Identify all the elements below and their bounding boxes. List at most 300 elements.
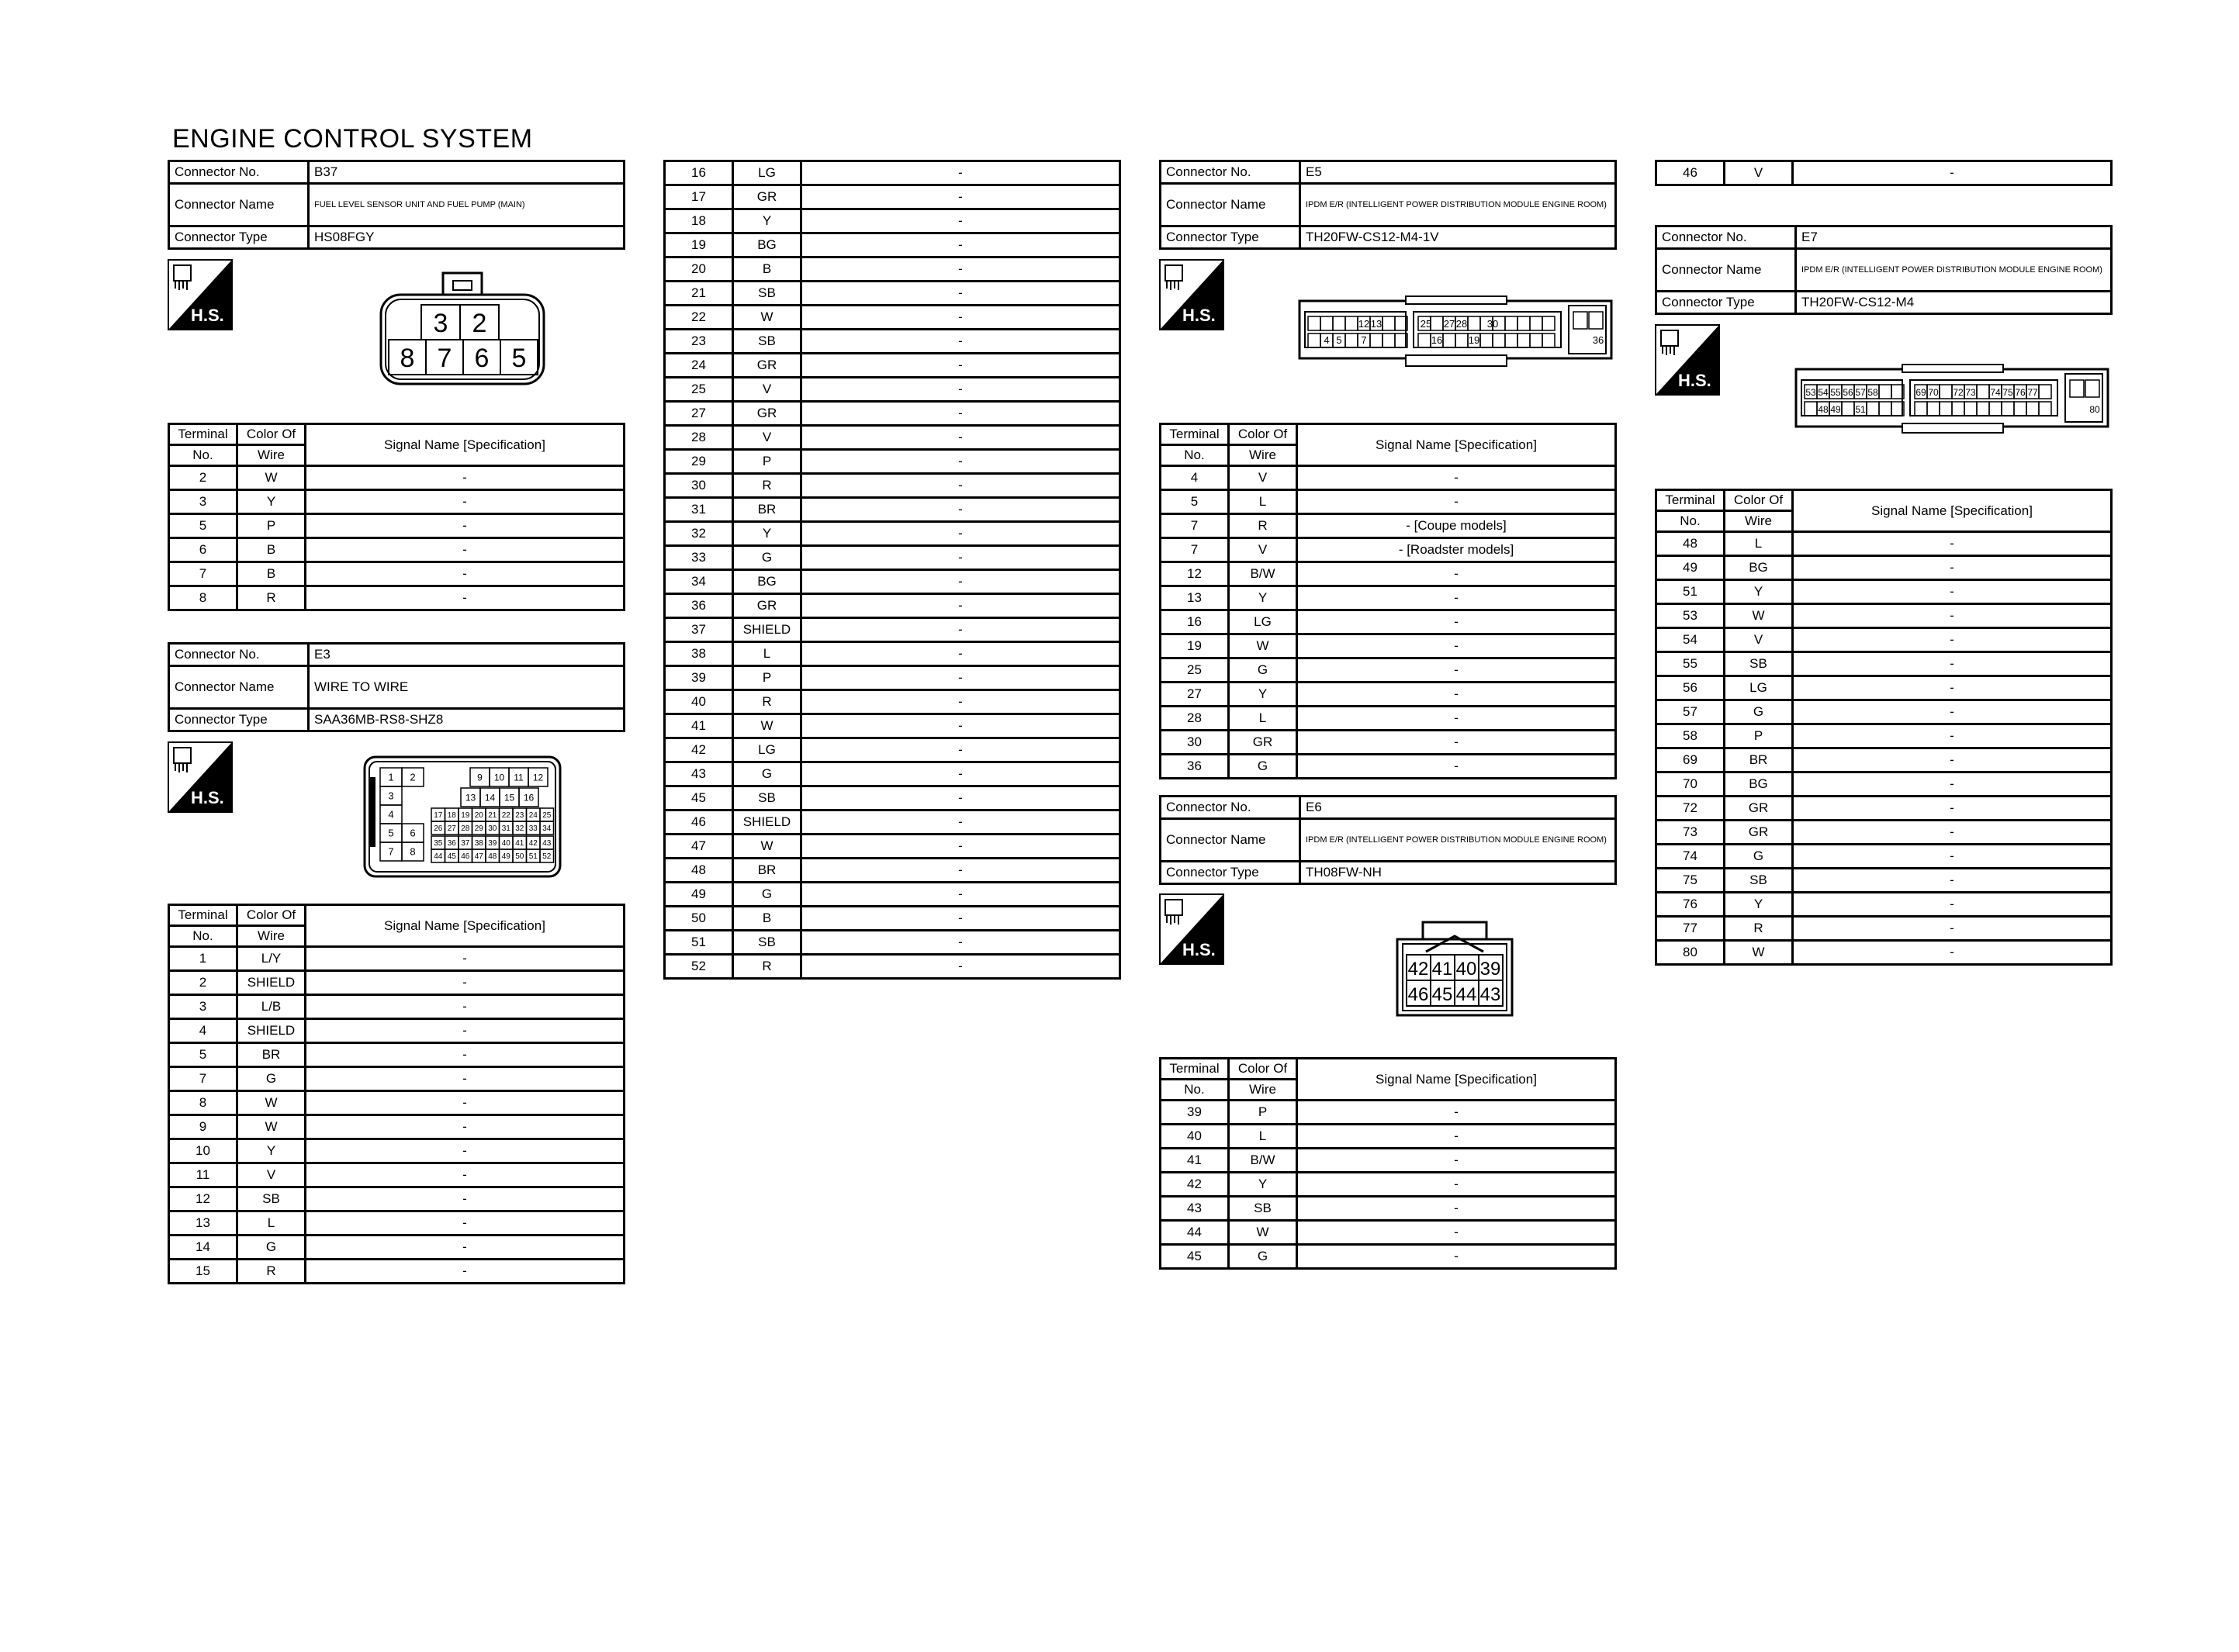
table-row [1656,893,2112,917]
terminal-no: 49 [665,883,733,907]
signal-name: - [801,402,1120,426]
e7-pin: 53 [1805,387,1816,398]
terminal-no: 32 [665,522,733,546]
wire-color: G [1229,658,1297,683]
svg-text:12: 12 [1358,318,1370,330]
terminal-no: 40 [665,690,733,714]
table-row [665,450,1120,474]
connector-name-value: FUEL LEVEL SENSOR UNIT AND FUEL PUMP (MAIN) [309,184,625,226]
wire-color: LG [1229,610,1297,634]
table-row [169,971,625,995]
terminal-no: 48 [1656,532,1725,556]
table-row [1161,1221,1616,1245]
connector-type-value: SAA36MB-RS8-SHZ8 [309,709,625,731]
signal-name: - [801,786,1120,810]
e3-pin: 20 [474,811,483,821]
wire-color: BG [1725,556,1793,580]
connector-type-label: Connector Type [169,226,309,249]
e7-pin: 75 [2002,387,2013,398]
terminal-no: 52 [665,955,733,979]
e3-pin: 12 [532,772,544,783]
e3-pin: 8 [410,845,416,858]
svg-text:7: 7 [1361,334,1367,346]
signal-name: - [306,1187,625,1211]
wire-color: BR [237,1043,306,1067]
terminal-no: 10 [169,1139,237,1163]
signal-name: - [801,378,1120,402]
e3-pin: 31 [501,824,510,834]
e7-pin: 57 [1855,387,1866,398]
terminal-no: 8 [169,586,237,610]
wire-color: SB [237,1187,306,1211]
e7-pin: 55 [1830,387,1841,398]
e3-pin: 29 [474,824,483,834]
signal-name: - [1793,821,2112,845]
table-row [665,426,1120,450]
e7-pin: 70 [1928,387,1939,398]
signal-name: - [1297,1173,1616,1197]
signal-name: - [801,522,1120,546]
e7-pin: 48 [1818,404,1829,415]
e3-pin: 13 [465,792,476,804]
signal-name: - [801,931,1120,955]
signal-name: - [306,1139,625,1163]
wire-color: SB [1725,869,1793,893]
table-row [1161,634,1616,658]
e3-terminal-table [168,904,625,1284]
table-row [169,947,625,971]
page-title: ENGINE CONTROL SYSTEM [172,124,533,154]
wire-color: LG [733,738,801,762]
e3-pin: 30 [488,824,497,834]
e3-pin: 32 [515,824,524,834]
e3-pin: 25 [542,811,552,821]
wire-color: V [733,426,801,450]
svg-text:42: 42 [1407,959,1429,980]
e3-pin: 28 [461,824,470,834]
terminal-no: 7 [169,562,237,586]
terminal-no: 50 [665,907,733,931]
table-row [665,209,1120,233]
signal-name: - [1793,161,2112,185]
signal-name: - [801,907,1120,931]
wire-color: SHIELD [733,618,801,642]
table-row [1161,683,1616,707]
wire-color: BR [733,498,801,522]
table-row [665,955,1120,979]
e7-info-table [1655,225,2113,315]
e3-pin: 36 [447,839,456,848]
terminal-no: 8 [169,1091,237,1115]
wire-color: SHIELD [237,1019,306,1043]
connector-no-label: Connector No. [1656,226,1796,249]
table-row [169,1187,625,1211]
e3-pin: 41 [515,839,524,848]
e3-pin: 6 [410,827,416,839]
wire-color: SB [733,330,801,354]
table-row [665,931,1120,955]
svg-text:H.S.: H.S. [191,788,224,807]
wire-color: R [237,586,306,610]
signal-header: Signal Name [Specification] [306,424,625,466]
terminal-no: 70 [1656,772,1725,797]
e3-pin: 14 [484,792,496,804]
e3-pin: 39 [488,839,497,848]
svg-text:27: 27 [1443,318,1455,330]
e3-pin: 47 [474,852,483,862]
wire-color: SHIELD [237,971,306,995]
signal-name: - [1297,1221,1616,1245]
e3-pin: 9 [477,772,483,783]
terminal-no: 73 [1656,821,1725,845]
table-row [665,859,1120,883]
signal-name: - [801,859,1120,883]
signal-name: - [801,690,1120,714]
table-row [665,522,1120,546]
table-row [665,402,1120,426]
terminal-no: 55 [1656,652,1725,676]
wire-color: G [1229,1245,1297,1269]
table-row [665,546,1120,570]
terminal-no: 33 [665,546,733,570]
wire-color: G [733,546,801,570]
wire-color: B [237,538,306,562]
signal-name: - [1793,532,2112,556]
wire-color: L/Y [237,947,306,971]
table-row [665,498,1120,522]
signal-name: - [Coupe models] [1297,514,1616,538]
signal-name: - [306,947,625,971]
e5-connector-face [1297,295,1614,369]
signal-name: - [306,538,625,562]
terminal-no: 29 [665,450,733,474]
wire-color: W [733,306,801,330]
signal-name: - [801,546,1120,570]
b37-pin: 2 [472,309,487,338]
table-row [169,1067,625,1091]
wire-color: G [1229,755,1297,779]
e3-pin: 22 [501,811,510,821]
connector-no-value: E6 [1300,797,1616,819]
connector-type-value: TH20FW-CS12-M4 [1796,292,2112,314]
wire-color: W [237,1091,306,1115]
signal-name: - [1297,562,1616,586]
signal-name: - [1297,1125,1616,1149]
e7-pin: 74 [1990,387,2001,398]
e6-info-table [1159,795,1617,885]
b37-pin: 6 [474,344,490,373]
table-row [1161,562,1616,586]
wire-color: W [1725,941,1793,965]
e3-pin: 21 [488,811,497,821]
signal-name: - [801,955,1120,979]
wire-color: W [733,714,801,738]
terminal-no: 2 [169,466,237,490]
e7-pin: 72 [1953,387,1964,398]
signal-name: - [1793,676,2112,700]
wire-color: SHIELD [733,810,801,835]
e7-pin: 80 [2089,404,2100,415]
hs-label: H.S. [191,306,224,325]
b37-connector-face [377,271,548,388]
wire-color: SB [1229,1197,1297,1221]
table-row [1161,707,1616,731]
terminal-no: 15 [169,1260,237,1284]
e3-pin: 43 [542,839,552,848]
signal-name: - [306,1067,625,1091]
signal-name: - [801,618,1120,642]
wire-color: Y [237,490,306,514]
table-row [1656,532,2112,556]
table-row [665,378,1120,402]
e7-pin: 56 [1843,387,1853,398]
terminal-no: 30 [665,474,733,498]
terminal-no: 40 [1161,1125,1229,1149]
connector-name-value: IPDM E/R (INTELLIGENT POWER DISTRIBUTION MODULE ENGINE ROOM) [1300,819,1616,862]
wire-color: G [237,1236,306,1260]
connector-no-label: Connector No. [1161,161,1300,184]
terminal-no: 48 [665,859,733,883]
signal-name: - [801,354,1120,378]
table-row [1161,1125,1616,1149]
signal-name: - [1793,845,2112,869]
terminal-no: 51 [665,931,733,955]
e3-pin: 5 [388,827,394,839]
table-row [169,466,625,490]
signal-name: - [1297,707,1616,731]
wire-color: L [1725,532,1793,556]
connector-name-value: IPDM E/R (INTELLIGENT POWER DISTRIBUTION MODULE ENGINE ROOM) [1796,249,2112,292]
e3-pin: 17 [434,811,443,821]
color-header-2: Wire [237,926,306,947]
hs-harness-side-icon [168,259,233,330]
signal-name: - [306,1211,625,1236]
connector-name-label: Connector Name [169,666,309,709]
terminal-no: 76 [1656,893,1725,917]
signal-name: - [801,883,1120,907]
e3-pin: 18 [447,811,456,821]
wire-color: BG [733,233,801,257]
terminal-no: 11 [169,1163,237,1187]
wire-color: P [733,450,801,474]
signal-name: - [801,282,1120,306]
table-row [1161,1245,1616,1269]
table-row [1656,869,2112,893]
table-row [1656,652,2112,676]
e5-info-table [1159,160,1617,250]
terminal-no: 13 [169,1211,237,1236]
e3-pin: 38 [474,839,483,848]
table-row [665,907,1120,931]
wire-color: L [1229,1125,1297,1149]
table-row [1656,604,2112,628]
table-row [665,666,1120,690]
signal-name: - [801,810,1120,835]
terminal-no: 49 [1656,556,1725,580]
terminal-no: 22 [665,306,733,330]
terminal-no: 12 [1161,562,1229,586]
wire-color: Y [1229,1173,1297,1197]
wire-color: G [1725,845,1793,869]
signal-name: - [1297,755,1616,779]
e7-pin: 54 [1818,387,1829,398]
table-row [1656,821,2112,845]
signal-header: Signal Name [Specification] [1793,490,2112,532]
signal-name: - [801,835,1120,859]
signal-name: - [1793,941,2112,965]
signal-name: - [306,1091,625,1115]
table-row [1656,628,2112,652]
wire-color: SB [1725,652,1793,676]
signal-name: - [1297,731,1616,755]
table-row [1161,1173,1616,1197]
wire-color: BG [1725,772,1793,797]
table-row [665,738,1120,762]
wire-color: W [1229,634,1297,658]
terminal-no: 36 [665,594,733,618]
signal-name: - [801,714,1120,738]
signal-name: - [306,490,625,514]
connector-name-label: Connector Name [1161,184,1300,226]
table-row [665,474,1120,498]
connector-no-label: Connector No. [169,644,309,666]
terminal-no: 14 [169,1236,237,1260]
table-row [1161,1197,1616,1221]
b37-pin: 3 [433,309,448,338]
terminal-no: 7 [1161,538,1229,562]
e6-terminal-table [1159,1057,1617,1270]
signal-name: - [306,1163,625,1187]
svg-text:4: 4 [1324,334,1330,346]
wire-color: V [1725,161,1793,185]
terminal-no: 41 [665,714,733,738]
table-row [1161,514,1616,538]
signal-name: - [1297,586,1616,610]
signal-name: - [1793,772,2112,797]
svg-text:36: 36 [1592,334,1604,346]
table-row [1656,917,2112,941]
signal-name: - [1793,893,2112,917]
table-row [665,306,1120,330]
wire-color: R [733,474,801,498]
e3-pin: 2 [410,771,416,783]
terminal-no: 44 [1161,1221,1229,1245]
e3-pin: 11 [514,772,524,783]
color-header-2: Wire [1229,445,1297,466]
table-row [169,586,625,610]
terminal-header: Terminal [178,907,228,922]
signal-name: - [1297,466,1616,490]
connector-no-value: E5 [1300,161,1616,184]
signal-name: - [306,586,625,610]
connector-name-label: Connector Name [1161,819,1300,862]
e3-pin: 49 [501,852,510,862]
svg-text:H.S.: H.S. [1182,940,1216,959]
terminal-no: 69 [1656,748,1725,772]
b37-terminal-table [168,423,625,611]
signal-name: - [801,209,1120,233]
table-row [169,1019,625,1043]
wire-color: R [733,955,801,979]
signal-name: - [1297,490,1616,514]
color-header: Color Of [246,907,296,922]
terminal-no: 36 [1161,755,1229,779]
e3-pin: 3 [388,790,394,802]
terminal-no: 41 [1161,1149,1229,1173]
terminal-header-2: No. [169,445,237,466]
terminal-no: 34 [665,570,733,594]
wire-color: SB [733,282,801,306]
wire-color: GR [1725,797,1793,821]
e3-pin: 19 [461,811,470,821]
wire-color: R [1725,917,1793,941]
wire-color: GR [733,402,801,426]
signal-name: - [801,450,1120,474]
connector-name-label: Connector Name [169,184,309,226]
signal-name: - [801,762,1120,786]
terminal-no: 4 [169,1019,237,1043]
table-row [169,1211,625,1236]
table-row [1161,538,1616,562]
color-header-2: Wire [1229,1080,1297,1101]
wire-color: BR [1725,748,1793,772]
table-row [1656,556,2112,580]
signal-name: - [1297,658,1616,683]
wire-color: V [1229,538,1297,562]
wire-color: BR [733,859,801,883]
table-row [665,618,1120,642]
terminal-no: 16 [1161,610,1229,634]
color-header: Color Of [1237,427,1288,441]
e7-pin: 51 [1855,404,1866,415]
e7-pin: 58 [1867,387,1878,398]
wire-color: W [1229,1221,1297,1245]
table-row [665,690,1120,714]
signal-name: - [801,474,1120,498]
wire-color: LG [1725,676,1793,700]
wire-color: R [237,1260,306,1284]
svg-text:30: 30 [1486,318,1499,330]
wire-color: V [1725,628,1793,652]
wire-color: L/B [237,995,306,1019]
table-row [1656,161,2112,185]
svg-text:46: 46 [1407,984,1429,1005]
wire-color: LG [733,161,801,185]
wire-color: L [733,642,801,666]
signal-name: - [306,466,625,490]
wire-color: G [733,762,801,786]
connector-type-label: Connector Type [1656,292,1796,314]
signal-name: - [801,330,1120,354]
terminal-no: 46 [665,810,733,835]
table-row [665,257,1120,282]
signal-name: - [306,562,625,586]
table-row [665,786,1120,810]
e7-connector-face [1794,363,2110,434]
signal-name: - [1793,604,2112,628]
terminal-no: 28 [1161,707,1229,731]
e3-info-table [168,642,625,732]
table-row [169,1115,625,1139]
e3-pin: 48 [488,852,497,862]
terminal-no: 51 [1656,580,1725,604]
e3-pin: 44 [434,852,443,862]
terminal-no: 6 [169,538,237,562]
terminal-no: 12 [169,1187,237,1211]
e3-pin: 7 [388,845,394,858]
table-row [1656,700,2112,724]
table-row [1161,610,1616,634]
